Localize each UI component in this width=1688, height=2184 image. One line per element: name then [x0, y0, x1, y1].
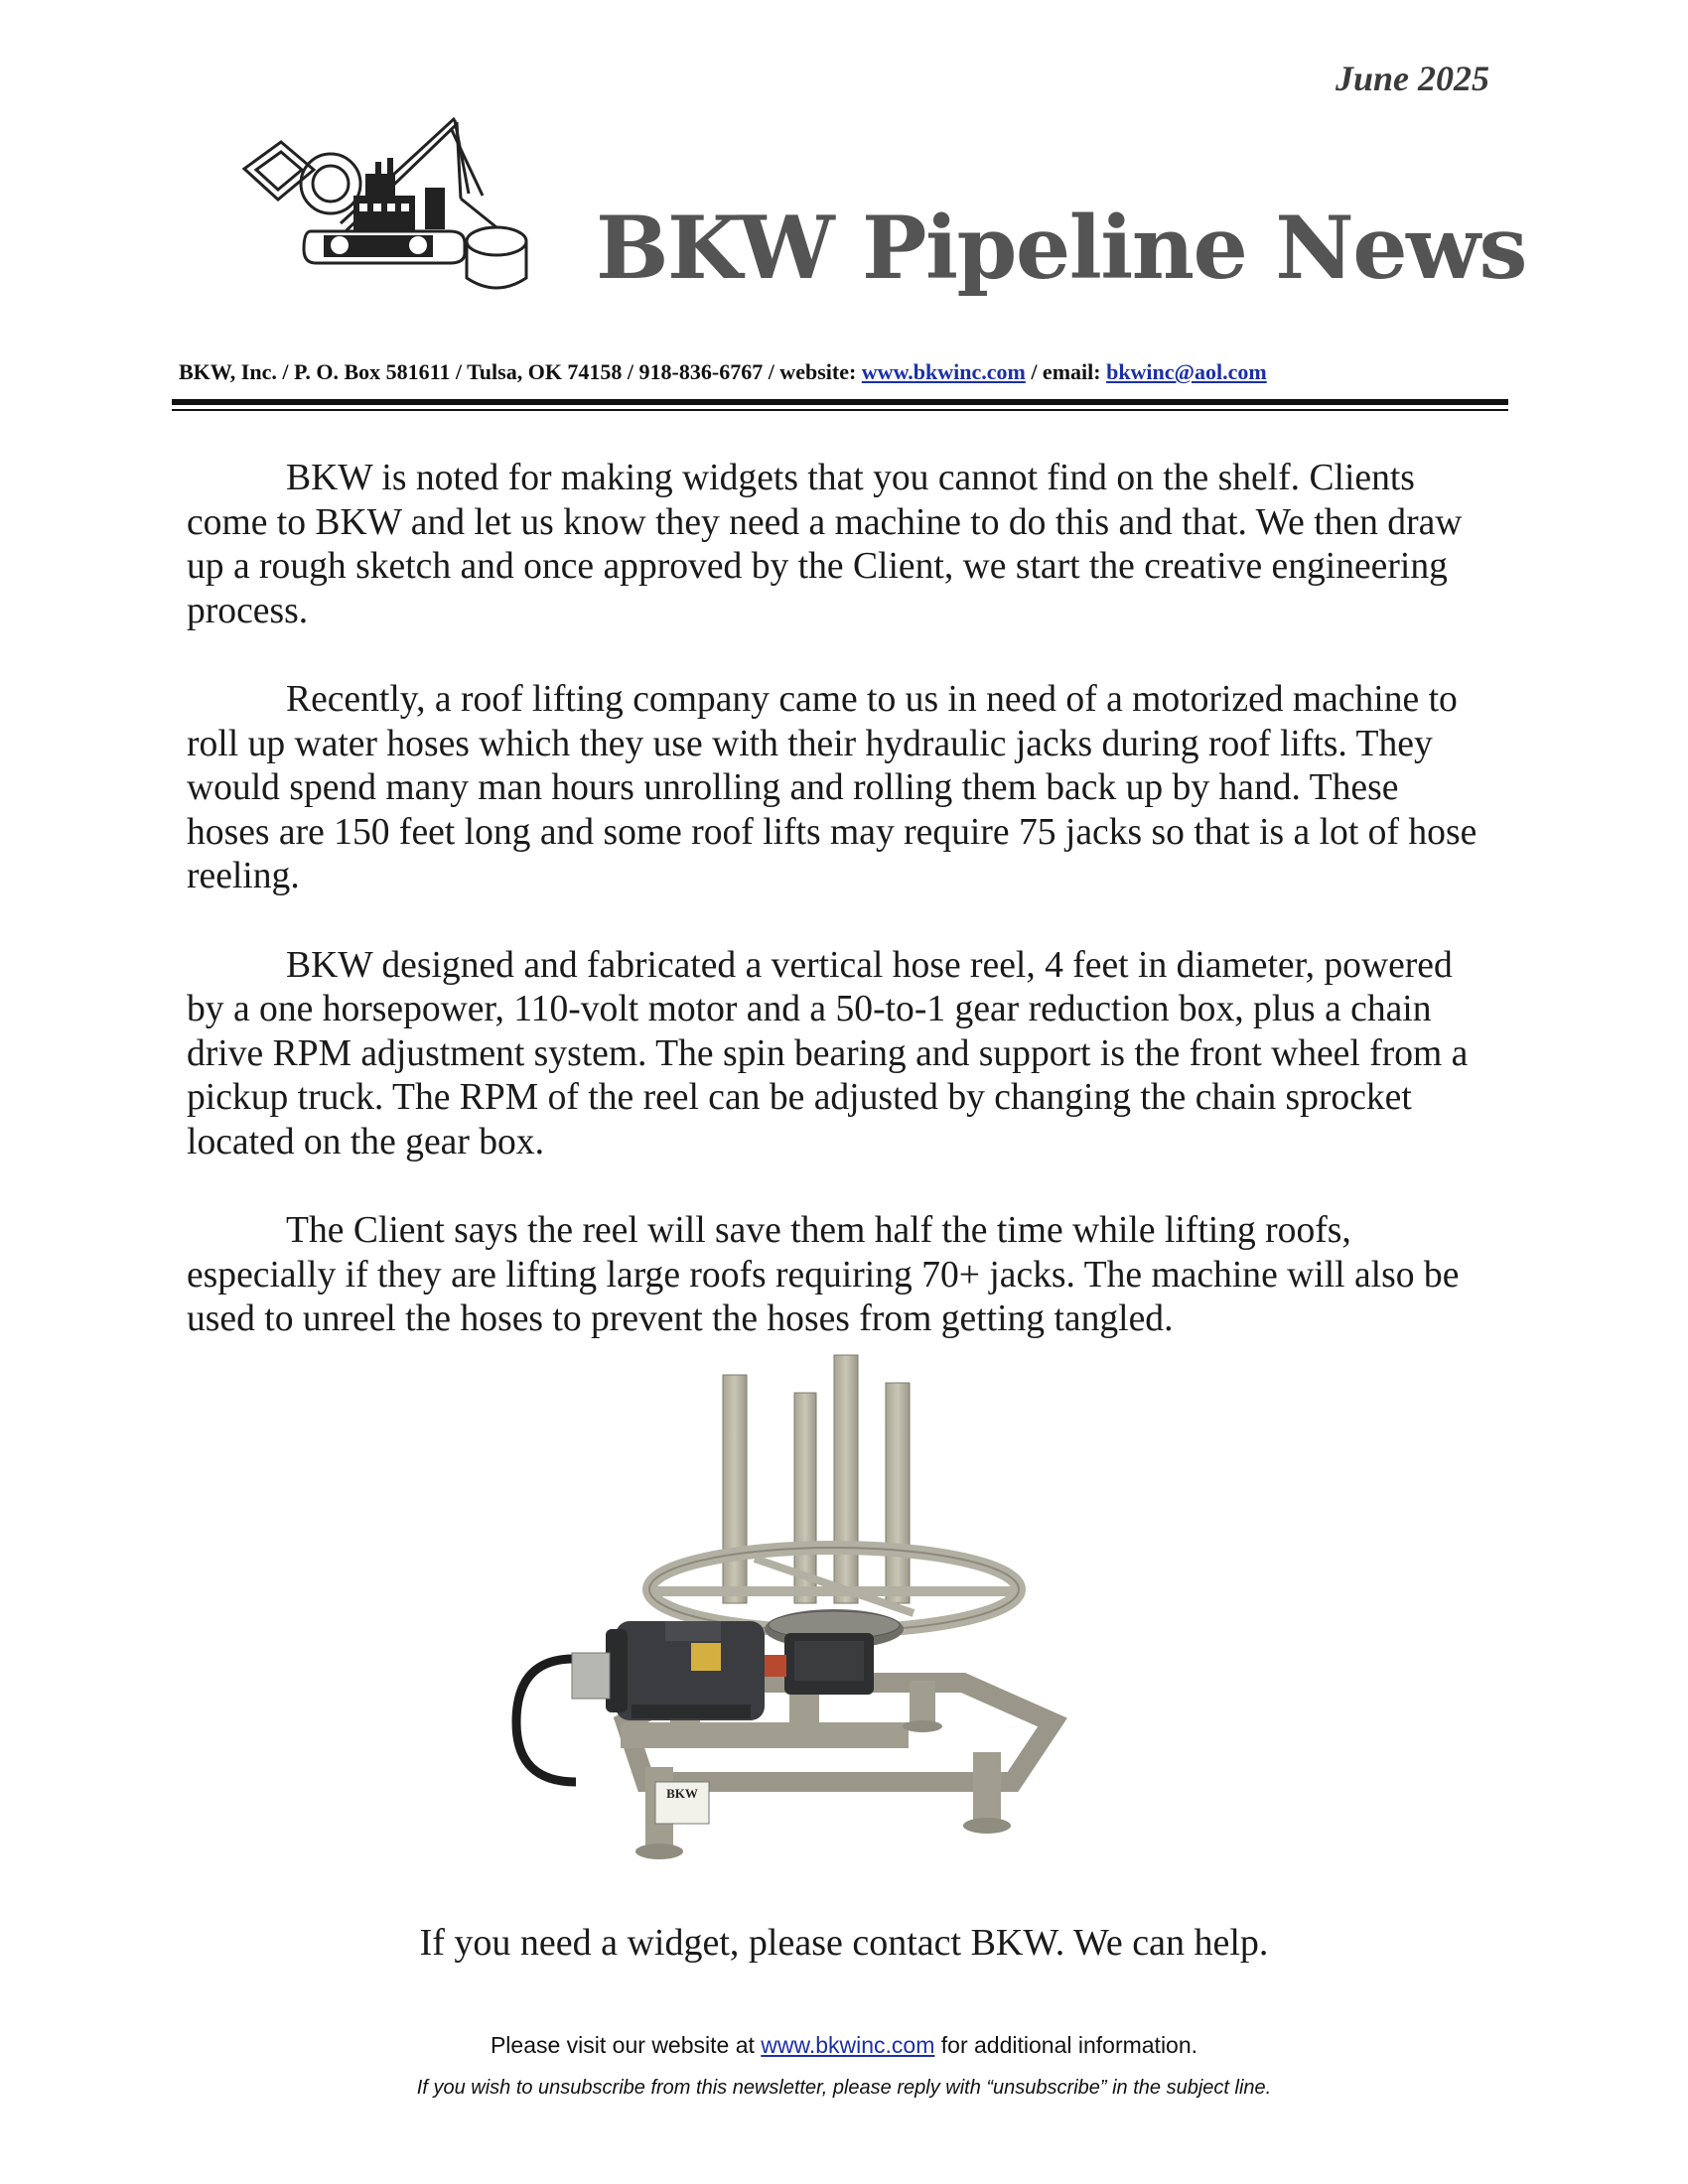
- contact-address: BKW, Inc. / P. O. Box 581611 / Tulsa, OK 74158 / 918-836-6767 / website:: [179, 359, 862, 384]
- issue-date: June 2025: [1335, 59, 1489, 98]
- paragraph-intro: BKW is noted for making widgets that you cannot find on the shelf. Clients come to BKW and let us know they need a machine to do this and that. We then draw up a rough sketch and once approved by the Client, we start the creative engineering process.: [187, 458, 1463, 631]
- reel-plate-label: BKW: [666, 1786, 698, 1801]
- website-link[interactable]: www.bkwinc.com: [861, 359, 1026, 384]
- newsletter-title: BKW Pipeline News: [596, 197, 1526, 299]
- website-notice: [0, 2032, 1688, 2059]
- visit-prefix: Please visit our website at: [490, 2032, 762, 2058]
- header-rule-thin: [172, 409, 1508, 411]
- hose-reel-photo: [496, 1345, 1092, 1901]
- email-link[interactable]: bkwinc@aol.com: [1106, 359, 1267, 384]
- closing-line: If you need a widget, please contact BKW. We can help.: [419, 1922, 1269, 1964]
- paragraph-design: BKW designed and fabricated a vertical hose reel, 4 feet in diameter, powered by a one horsepower, 110-volt motor and a 50-to-1 gear reduction box, plus a chain drive RPM adjustment system. The spin bearing and support is the front wheel from a pickup truck. The RPM of the reel can be adjusted by changing the chain sprocket located on the gear box.: [187, 944, 1469, 1162]
- email-label: / email:: [1025, 359, 1107, 384]
- visit-suffix: for additional information.: [934, 2032, 1198, 2058]
- contact-line: [179, 359, 1509, 385]
- footer-website-link[interactable]: www.bkwinc.com: [761, 2032, 935, 2058]
- paragraph-result: The Client says the reel will save them half the time while lifting roofs, especially if they are lifting large roofs requiring 70+ jacks. The machine will also be used to unreel the hoses to prevent the hoses from getting tangled.: [187, 1210, 1460, 1339]
- unsubscribe-notice: If you wish to unsubscribe from this newsletter, please reply with “unsubscribe” in the subject line.: [416, 2077, 1272, 2099]
- header-rule-thick: [172, 399, 1508, 405]
- article-body: [187, 457, 1477, 1387]
- paragraph-request: Recently, a roof lifting company came to us in need of a motorized machine to roll up water hoses which they use with their hydraulic jacks during roof lifts. They would spend many man hours unrolling and rolling them back up by hand. These hoses are 150 feet long and some roof lifts may require 75 jacks so that is a lot of hose reeling.: [187, 679, 1477, 896]
- pipelayer-logo: [236, 104, 534, 298]
